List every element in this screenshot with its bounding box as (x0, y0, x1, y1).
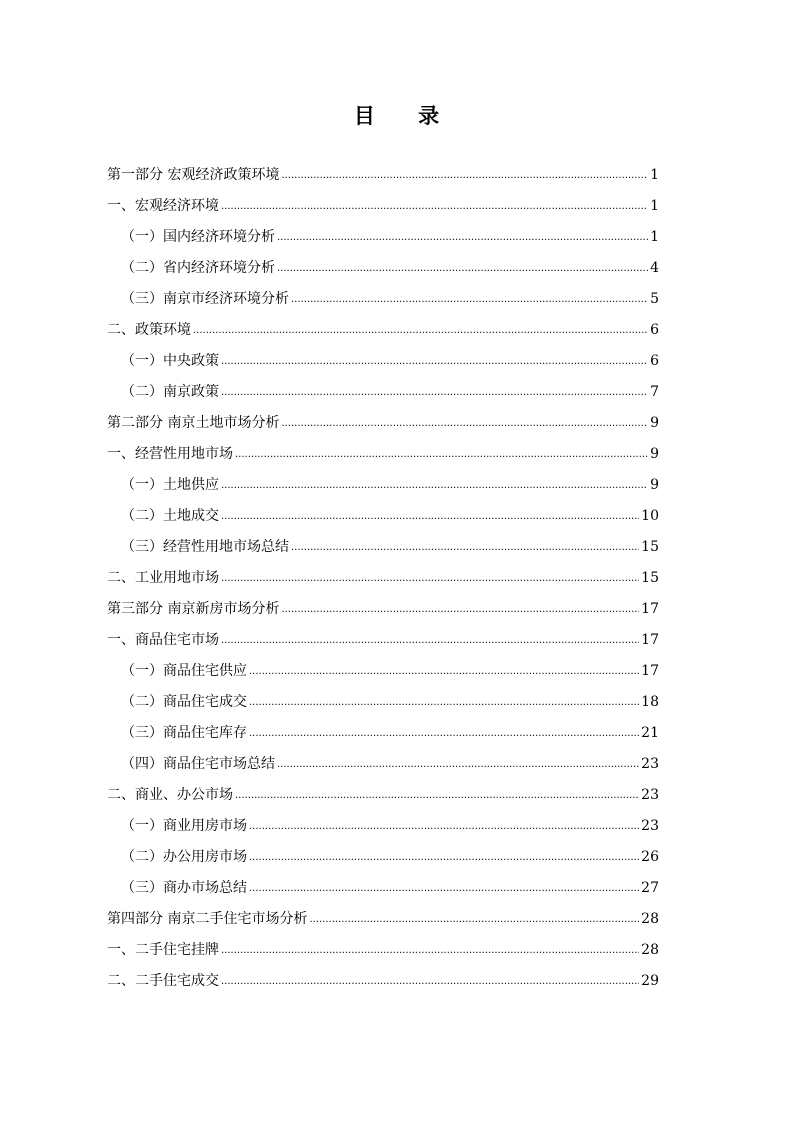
toc-dot-leader (221, 376, 648, 408)
toc-dot-leader (277, 748, 639, 780)
toc-entry[interactable] (107, 594, 659, 625)
toc-entry-page-number: 7 (650, 384, 659, 400)
toc-entry-page-number: 4 (650, 260, 659, 276)
toc-entry-page-number: 17 (641, 601, 659, 617)
toc-entry-label: （三）南京市经济环境分析 (121, 291, 289, 307)
toc-entry[interactable] (107, 687, 659, 718)
toc-entry-label: （三）商品住宅库存 (121, 725, 247, 741)
toc-entry-page-number: 28 (641, 942, 659, 958)
toc-entry-page-number: 23 (641, 756, 659, 772)
toc-dot-leader (221, 345, 648, 377)
toc-entry-label: （四）商品住宅市场总结 (121, 756, 275, 772)
toc-dot-leader (249, 717, 639, 749)
toc-entry-page-number: 6 (650, 353, 659, 369)
toc-entry[interactable] (107, 656, 659, 687)
toc-entry[interactable] (107, 346, 659, 377)
toc-entry-page-number: 9 (650, 415, 659, 431)
toc-entry[interactable] (107, 222, 659, 253)
toc-entry-page-number: 18 (641, 694, 659, 710)
toc-entry[interactable] (107, 470, 659, 501)
toc-dot-leader (291, 531, 639, 563)
toc-dot-leader (221, 190, 648, 222)
toc-dot-leader (249, 841, 639, 873)
toc-entry-label: 第二部分 南京土地市场分析 (107, 415, 280, 431)
toc-dot-leader (221, 624, 639, 656)
toc-entry[interactable] (107, 315, 659, 346)
toc-entry-label: （二）办公用房市场 (121, 849, 247, 865)
toc-entry-page-number: 21 (641, 725, 659, 741)
toc-entry-label: （一）国内经济环境分析 (121, 229, 275, 245)
toc-dot-leader (249, 655, 639, 687)
toc-entry-page-number: 6 (650, 322, 659, 338)
toc-dot-leader (249, 686, 639, 718)
toc-entry-label: 二、政策环境 (107, 322, 191, 338)
toc-entry-page-number: 1 (650, 229, 659, 245)
toc-entry-page-number: 5 (650, 291, 659, 307)
toc-entry-label: 一、宏观经济环境 (107, 198, 219, 214)
toc-entry-label: （一）中央政策 (121, 353, 219, 369)
toc-entry-label: （二）省内经济环境分析 (121, 260, 275, 276)
toc-dot-leader (235, 438, 648, 470)
toc-title: 目 录 (353, 103, 458, 128)
toc-entry-label: 第一部分 宏观经济政策环境 (107, 167, 280, 183)
toc-list (107, 160, 659, 997)
toc-entry-label: （三）商办市场总结 (121, 880, 247, 896)
toc-entry-page-number: 28 (641, 911, 659, 927)
toc-entry[interactable] (107, 377, 659, 408)
toc-entry-label: 二、工业用地市场 (107, 570, 219, 586)
toc-entry-label: （三）经营性用地市场总结 (121, 539, 289, 555)
toc-entry[interactable] (107, 253, 659, 284)
toc-entry-label: （一）土地供应 (121, 477, 219, 493)
toc-entry-label: （二）土地成交 (121, 508, 219, 524)
toc-entry-page-number: 29 (641, 973, 659, 989)
toc-entry-label: 第四部分 南京二手住宅市场分析 (107, 911, 308, 927)
toc-entry-label: 一、经营性用地市场 (107, 446, 233, 462)
toc-entry-label: 二、二手住宅成交 (107, 973, 219, 989)
toc-entry-label: （二）商品住宅成交 (121, 694, 247, 710)
toc-entry-label: 第三部分 南京新房市场分析 (107, 601, 280, 617)
toc-entry[interactable] (107, 532, 659, 563)
toc-entry[interactable] (107, 160, 659, 191)
toc-entry-page-number: 15 (641, 570, 659, 586)
toc-entry[interactable] (107, 408, 659, 439)
toc-entry[interactable] (107, 501, 659, 532)
toc-entry-page-number: 1 (650, 198, 659, 214)
toc-dot-leader (249, 810, 639, 842)
toc-entry[interactable] (107, 966, 659, 997)
toc-entry[interactable] (107, 284, 659, 315)
toc-entry-page-number: 10 (641, 508, 659, 524)
toc-dot-leader (291, 283, 648, 315)
toc-dot-leader (235, 779, 639, 811)
toc-entry-page-number: 17 (641, 632, 659, 648)
toc-entry[interactable] (107, 780, 659, 811)
toc-dot-leader (309, 903, 639, 935)
toc-dot-leader (221, 965, 639, 997)
toc-entry-page-number: 27 (641, 880, 659, 896)
toc-entry-page-number: 1 (650, 167, 659, 183)
toc-dot-leader (193, 314, 648, 346)
toc-entry[interactable] (107, 563, 659, 594)
toc-entry[interactable] (107, 935, 659, 966)
toc-entry-page-number: 26 (641, 849, 659, 865)
toc-dot-leader (221, 469, 648, 501)
toc-entry-label: （一）商品住宅供应 (121, 663, 247, 679)
toc-entry-page-number: 23 (641, 818, 659, 834)
toc-entry[interactable] (107, 811, 659, 842)
toc-entry[interactable] (107, 873, 659, 904)
toc-entry-page-number: 23 (641, 787, 659, 803)
toc-dot-leader (277, 221, 648, 253)
toc-dot-leader (221, 562, 639, 594)
toc-dot-leader (277, 252, 648, 284)
toc-entry[interactable] (107, 842, 659, 873)
toc-entry-label: （一）商业用房市场 (121, 818, 247, 834)
toc-entry[interactable] (107, 749, 659, 780)
toc-entry[interactable] (107, 718, 659, 749)
toc-entry[interactable] (107, 439, 659, 470)
toc-dot-leader (221, 934, 639, 966)
toc-entry-page-number: 9 (650, 477, 659, 493)
toc-entry[interactable] (107, 191, 659, 222)
toc-dot-leader (281, 159, 648, 191)
toc-dot-leader (249, 872, 639, 904)
toc-entry-label: 二、商业、办公市场 (107, 787, 233, 803)
toc-entry-page-number: 9 (650, 446, 659, 462)
toc-entry-label: 一、二手住宅挂牌 (107, 942, 219, 958)
toc-entry-page-number: 15 (641, 539, 659, 555)
toc-dot-leader (221, 500, 639, 532)
toc-entry[interactable] (107, 904, 659, 935)
toc-entry[interactable] (107, 625, 659, 656)
toc-entry-label: 一、商品住宅市场 (107, 632, 219, 648)
toc-entry-page-number: 17 (641, 663, 659, 679)
toc-dot-leader (281, 407, 648, 439)
toc-dot-leader (281, 593, 639, 625)
toc-entry-label: （二）南京政策 (121, 384, 219, 400)
